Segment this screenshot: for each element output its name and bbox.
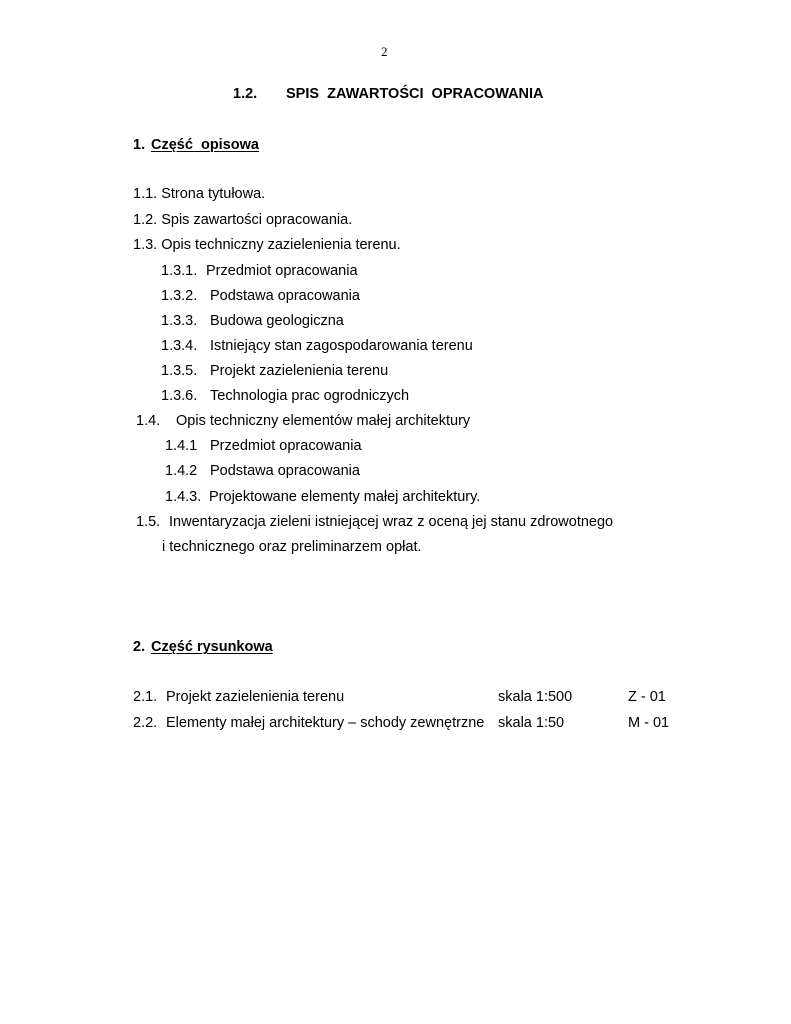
section-heading-part2: [133, 639, 273, 655]
item-text: Podstawa opracowania: [210, 288, 360, 304]
item-text: Projektowane elementy małej architektury.: [209, 489, 481, 505]
list-item: [133, 236, 401, 254]
list-item: [161, 337, 473, 355]
item-text: i technicznego oraz preliminarzem opłat.: [162, 539, 422, 555]
list-item: [133, 211, 352, 229]
item-text: Istniejący stan zagospodarowania terenu: [210, 338, 473, 354]
item-number: 1.4.3.: [165, 489, 202, 505]
item-text: Projekt zazielenienia terenu: [210, 363, 389, 379]
section-number: 2.: [133, 639, 146, 655]
title-number: 1.2.: [233, 86, 258, 102]
item-text: Przedmiot opracowania: [206, 263, 358, 279]
section-label: Część opisowa: [151, 137, 259, 153]
list-item: [165, 462, 360, 480]
item-number: 1.3.5.: [161, 363, 198, 379]
item-number: 1.3.2.: [161, 288, 198, 304]
item-text: Technologia prac ogrodniczych: [210, 388, 410, 404]
section-label: Część rysunkowa: [151, 639, 273, 655]
title-text: SPIS ZAWARTOŚCI OPRACOWANIA: [286, 86, 544, 102]
page-number: 2: [381, 44, 388, 59]
list-item: [165, 437, 362, 455]
list-item: [161, 387, 409, 405]
item-text: Strona tytułowa.: [161, 186, 266, 202]
drawing-code: Z - 01: [628, 689, 666, 705]
item-number: 1.4.1: [165, 438, 198, 454]
item-text: Budowa geologiczna: [210, 313, 344, 329]
section-number: 1.: [133, 137, 146, 153]
item-number: 1.3.4.: [161, 338, 198, 354]
list-item: [133, 185, 265, 203]
list-item: [161, 362, 388, 380]
item-number: 1.3.: [133, 237, 158, 253]
list-item: [136, 513, 613, 531]
item-number: 1.4.2: [165, 463, 198, 479]
item-number: 1.3.1.: [161, 263, 198, 279]
list-item: [165, 488, 480, 506]
list-item-continuation: [162, 538, 422, 556]
drawing-number: 2.1.: [133, 689, 158, 705]
drawing-number: 2.2.: [133, 715, 158, 731]
item-number: 1.3.6.: [161, 388, 198, 404]
item-text: Opis techniczny zazielenienia terenu.: [161, 237, 401, 253]
drawing-title: Projekt zazielenienia terenu: [166, 689, 345, 705]
list-item: [161, 262, 358, 280]
item-text: Spis zawartości opracowania.: [161, 212, 353, 228]
drawing-row: [133, 715, 693, 795]
item-number: 1.4.: [136, 413, 161, 429]
section-heading-part1: [133, 137, 259, 153]
document-title: [233, 86, 544, 102]
list-item: [161, 287, 360, 305]
item-number: 1.3.3.: [161, 313, 198, 329]
list-item: [161, 312, 344, 330]
drawing-title: Elementy małej architektury – schody zewnętrzne: [166, 715, 485, 731]
item-text: Inwentaryzacja zieleni istniejącej wraz z oceną jej stanu zdrowotnego: [169, 514, 614, 530]
list-item: [136, 412, 470, 430]
item-text: Podstawa opracowania: [210, 463, 360, 479]
drawing-scale: skala 1:50: [498, 715, 565, 731]
item-number: 1.2.: [133, 212, 158, 228]
item-number: 1.1.: [133, 186, 158, 202]
item-number: 1.5.: [136, 514, 161, 530]
item-text: Przedmiot opracowania: [210, 438, 362, 454]
drawing-code: M - 01: [628, 715, 670, 731]
drawing-scale: skala 1:500: [498, 689, 573, 705]
item-text: Opis techniczny elementów małej architektury: [176, 413, 471, 429]
